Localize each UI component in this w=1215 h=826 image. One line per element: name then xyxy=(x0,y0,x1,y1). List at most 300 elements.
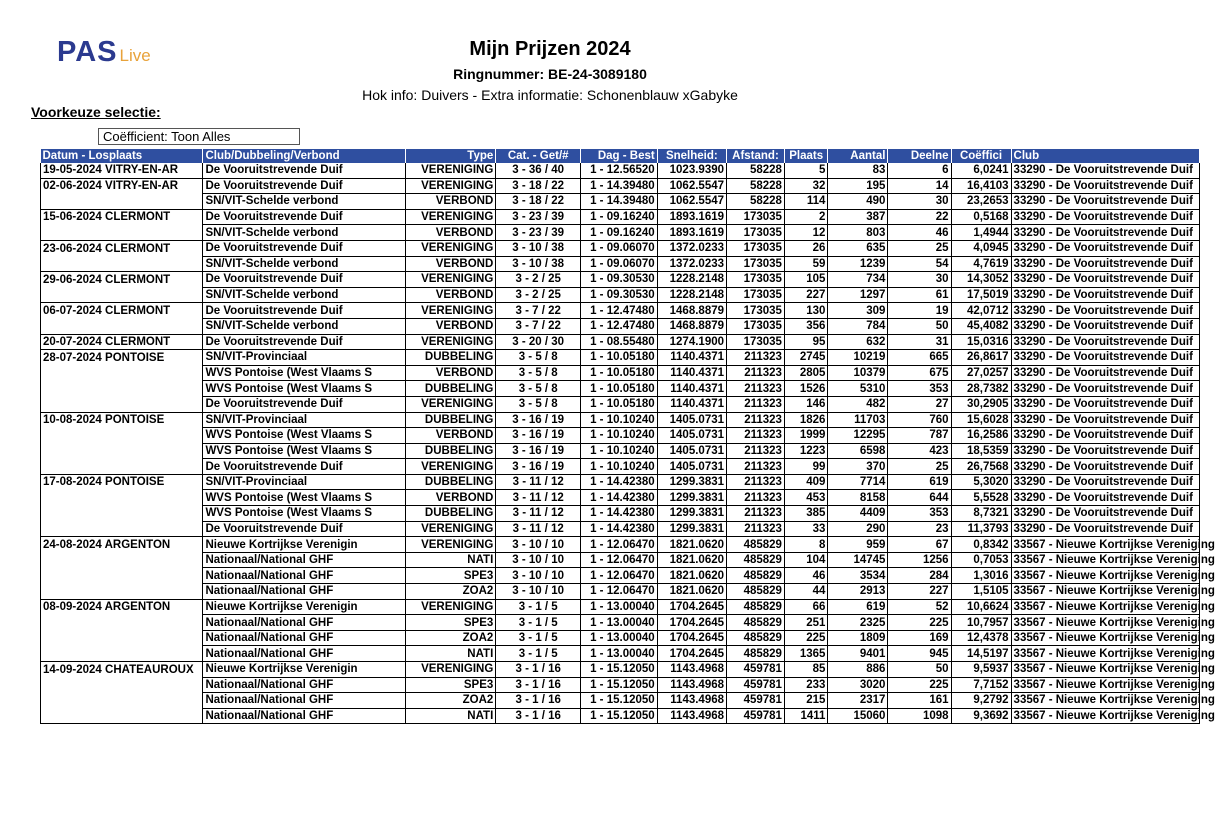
table-row[interactable] xyxy=(41,584,1200,600)
cell-club: De Vooruitstrevende Duif xyxy=(203,178,406,194)
cell-dag: 1 - 08.55480 xyxy=(581,334,658,350)
cell-coefficient: 0,5168 xyxy=(951,209,1011,225)
cell-dag: 1 - 12.47480 xyxy=(581,303,658,319)
cell-plaats: 356 xyxy=(784,318,827,334)
cell-cat: 3 - 1 / 16 xyxy=(496,693,581,709)
cell-type: SPE3 xyxy=(406,568,496,584)
cell-aantal: 11703 xyxy=(828,412,888,428)
table-row[interactable] xyxy=(41,708,1200,724)
cell-datum xyxy=(41,287,203,303)
col-header-club[interactable]: Club/Dubbeling/Verbond xyxy=(203,149,406,163)
table-row[interactable] xyxy=(41,163,1200,178)
cell-dag: 1 - 14.39480 xyxy=(581,178,658,194)
cell-plaats: 1826 xyxy=(784,412,827,428)
cell-snelheid: 1299.3831 xyxy=(657,506,726,522)
page-title: Mijn Prijzen 2024 xyxy=(469,38,631,60)
cell-type: VERENIGING xyxy=(406,521,496,537)
cell-coefficient: 16,2586 xyxy=(951,428,1011,444)
cell-dag: 1 - 10.10240 xyxy=(581,412,658,428)
cell-snelheid: 1023.9390 xyxy=(657,163,726,178)
table-row[interactable] xyxy=(41,318,1200,334)
table-row[interactable] xyxy=(41,240,1200,256)
cell-aantal: 8158 xyxy=(828,490,888,506)
table-row[interactable] xyxy=(41,474,1200,490)
cell-cat: 3 - 10 / 10 xyxy=(496,584,581,600)
cell-afstand: 211323 xyxy=(727,506,785,522)
cell-snelheid: 1821.0620 xyxy=(657,537,726,553)
cell-club: Nationaal/National GHF xyxy=(203,568,406,584)
cell-aantal: 15060 xyxy=(828,708,888,724)
cell-afstand: 211323 xyxy=(727,381,785,397)
cell-aantal: 2317 xyxy=(828,693,888,709)
cell-afstand: 211323 xyxy=(727,350,785,366)
cell-dag: 1 - 10.05180 xyxy=(581,350,658,366)
table-row[interactable] xyxy=(41,334,1200,350)
cell-clubname: 33290 - De Vooruitstrevende Duif xyxy=(1011,318,1199,334)
cell-dag: 1 - 09.30530 xyxy=(581,272,658,288)
table-row[interactable] xyxy=(41,225,1200,241)
cell-plaats: 385 xyxy=(784,506,827,522)
cell-aantal: 9401 xyxy=(828,646,888,662)
cell-type: NATI xyxy=(406,708,496,724)
cell-plaats: 215 xyxy=(784,693,827,709)
col-header-cat[interactable]: Cat. - Get/# xyxy=(496,149,581,163)
cell-snelheid: 1299.3831 xyxy=(657,474,726,490)
cell-afstand: 211323 xyxy=(727,521,785,537)
cell-aantal: 635 xyxy=(828,240,888,256)
cell-coefficient: 27,0257 xyxy=(951,365,1011,381)
cell-plaats: 2745 xyxy=(784,350,827,366)
table-row[interactable] xyxy=(41,381,1200,397)
col-header-deelne[interactable]: Deelne xyxy=(888,149,951,163)
cell-snelheid: 1821.0620 xyxy=(657,584,726,600)
cell-type: DUBBELING xyxy=(406,381,496,397)
cell-cat: 3 - 10 / 10 xyxy=(496,552,581,568)
cell-snelheid: 1140.4371 xyxy=(657,381,726,397)
cell-afstand: 173035 xyxy=(727,334,785,350)
cell-clubname: 33290 - De Vooruitstrevende Duif xyxy=(1011,240,1199,256)
col-header-aantal[interactable]: Aantal xyxy=(828,149,888,163)
col-header-plaats[interactable]: Plaats xyxy=(784,149,827,163)
cell-afstand: 459781 xyxy=(727,708,785,724)
cell-aantal: 370 xyxy=(828,459,888,475)
table-row[interactable] xyxy=(41,693,1200,709)
table-row[interactable] xyxy=(41,646,1200,662)
cell-aantal: 959 xyxy=(828,537,888,553)
cell-aantal: 886 xyxy=(828,662,888,678)
cell-dag: 1 - 12.56520 xyxy=(581,163,658,178)
cell-plaats: 2805 xyxy=(784,365,827,381)
table-row[interactable] xyxy=(41,537,1200,553)
cell-datum xyxy=(41,381,203,397)
cell-datum: 15-06-2024 CLERMONT xyxy=(41,209,203,225)
cell-clubname: 33290 - De Vooruitstrevende Duif xyxy=(1011,521,1199,537)
cell-type: VERENIGING xyxy=(406,163,496,178)
table-row[interactable] xyxy=(41,662,1200,678)
table-row[interactable] xyxy=(41,443,1200,459)
cell-deelne: 353 xyxy=(888,506,951,522)
cell-dag: 1 - 15.12050 xyxy=(581,662,658,678)
table-row[interactable] xyxy=(41,396,1200,412)
cell-cat: 3 - 7 / 22 xyxy=(496,303,581,319)
table-row[interactable] xyxy=(41,677,1200,693)
cell-plaats: 105 xyxy=(784,272,827,288)
cell-plaats: 1999 xyxy=(784,428,827,444)
cell-cat: 3 - 1 / 5 xyxy=(496,646,581,662)
cell-cat: 3 - 5 / 8 xyxy=(496,381,581,397)
cell-club: Nieuwe Kortrijkse Verenigin xyxy=(203,537,406,553)
cell-clubname: 33290 - De Vooruitstrevende Duif xyxy=(1011,225,1199,241)
cell-dag: 1 - 12.06470 xyxy=(581,552,658,568)
table-row[interactable] xyxy=(41,568,1200,584)
table-row[interactable] xyxy=(41,630,1200,646)
cell-type: VERENIGING xyxy=(406,459,496,475)
cell-plaats: 225 xyxy=(784,630,827,646)
cell-cat: 3 - 16 / 19 xyxy=(496,428,581,444)
prize-table-container xyxy=(40,149,1215,724)
cell-datum xyxy=(41,708,203,724)
cell-snelheid: 1143.4968 xyxy=(657,693,726,709)
cell-clubname: 33290 - De Vooruitstrevende Duif xyxy=(1011,334,1199,350)
cell-aantal: 6598 xyxy=(828,443,888,459)
cell-deelne: 225 xyxy=(888,677,951,693)
cell-datum: 02-06-2024 VITRY-EN-AR xyxy=(41,178,203,194)
cell-coefficient: 14,3052 xyxy=(951,272,1011,288)
cell-club: Nieuwe Kortrijkse Verenigin xyxy=(203,599,406,615)
cell-clubname: 33567 - Nieuwe Kortrijkse Vereniging xyxy=(1011,615,1199,631)
cell-afstand: 58228 xyxy=(727,178,785,194)
col-header-clubname[interactable]: Club xyxy=(1011,149,1199,163)
cell-dag: 1 - 13.00040 xyxy=(581,599,658,615)
cell-club: De Vooruitstrevende Duif xyxy=(203,334,406,350)
cell-clubname: 33290 - De Vooruitstrevende Duif xyxy=(1011,365,1199,381)
cell-datum xyxy=(41,225,203,241)
cell-type: DUBBELING xyxy=(406,443,496,459)
cell-clubname: 33567 - Nieuwe Kortrijkse Vereniging xyxy=(1011,584,1199,600)
cell-cat: 3 - 7 / 22 xyxy=(496,318,581,334)
cell-club: De Vooruitstrevende Duif xyxy=(203,459,406,475)
cell-deelne: 284 xyxy=(888,568,951,584)
cell-cat: 3 - 18 / 22 xyxy=(496,194,581,210)
cell-cat: 3 - 16 / 19 xyxy=(496,412,581,428)
cell-clubname: 33290 - De Vooruitstrevende Duif xyxy=(1011,459,1199,475)
cell-deelne: 665 xyxy=(888,350,951,366)
cell-afstand: 211323 xyxy=(727,428,785,444)
cell-snelheid: 1468.8879 xyxy=(657,318,726,334)
table-row[interactable] xyxy=(41,194,1200,210)
cell-clubname: 33567 - Nieuwe Kortrijkse Vereniging xyxy=(1011,568,1199,584)
table-row[interactable] xyxy=(41,178,1200,194)
cell-datum xyxy=(41,646,203,662)
cell-clubname: 33290 - De Vooruitstrevende Duif xyxy=(1011,381,1199,397)
cell-aantal: 1809 xyxy=(828,630,888,646)
table-row[interactable] xyxy=(41,272,1200,288)
cell-cat: 3 - 5 / 8 xyxy=(496,396,581,412)
cell-afstand: 173035 xyxy=(727,209,785,225)
cell-plaats: 5 xyxy=(784,163,827,178)
table-row[interactable] xyxy=(41,350,1200,366)
cell-snelheid: 1299.3831 xyxy=(657,521,726,537)
cell-clubname: 33290 - De Vooruitstrevende Duif xyxy=(1011,350,1199,366)
cell-dag: 1 - 15.12050 xyxy=(581,693,658,709)
cell-coefficient: 11,3793 xyxy=(951,521,1011,537)
cell-datum xyxy=(41,396,203,412)
cell-clubname: 33290 - De Vooruitstrevende Duif xyxy=(1011,490,1199,506)
cell-clubname: 33290 - De Vooruitstrevende Duif xyxy=(1011,178,1199,194)
cell-deelne: 50 xyxy=(888,662,951,678)
cell-snelheid: 1228.2148 xyxy=(657,287,726,303)
cell-afstand: 211323 xyxy=(727,474,785,490)
cell-coefficient: 6,0241 xyxy=(951,163,1011,178)
cell-dag: 1 - 14.42380 xyxy=(581,490,658,506)
cell-aantal: 632 xyxy=(828,334,888,350)
cell-afstand: 485829 xyxy=(727,537,785,553)
cell-clubname: 33290 - De Vooruitstrevende Duif xyxy=(1011,412,1199,428)
col-header-coefficient[interactable]: Coëffici xyxy=(951,149,1011,163)
cell-aantal: 2325 xyxy=(828,615,888,631)
cell-cat: 3 - 1 / 16 xyxy=(496,677,581,693)
cell-type: ZOA2 xyxy=(406,693,496,709)
cell-coefficient: 14,5197 xyxy=(951,646,1011,662)
cell-club: WVS Pontoise (West Vlaams S xyxy=(203,490,406,506)
cell-deelne: 161 xyxy=(888,693,951,709)
cell-snelheid: 1140.4371 xyxy=(657,365,726,381)
table-row[interactable] xyxy=(41,209,1200,225)
cell-dag: 1 - 12.06470 xyxy=(581,584,658,600)
cell-dag: 1 - 10.10240 xyxy=(581,443,658,459)
cell-club: WVS Pontoise (West Vlaams S xyxy=(203,443,406,459)
table-row[interactable] xyxy=(41,615,1200,631)
cell-deelne: 54 xyxy=(888,256,951,272)
cell-deelne: 644 xyxy=(888,490,951,506)
cell-coefficient: 9,2792 xyxy=(951,693,1011,709)
col-header-datum[interactable]: Datum - Losplaats xyxy=(41,149,203,163)
cell-dag: 1 - 10.10240 xyxy=(581,459,658,475)
cell-club: Nationaal/National GHF xyxy=(203,693,406,709)
cell-afstand: 211323 xyxy=(727,443,785,459)
cell-afstand: 173035 xyxy=(727,240,785,256)
cell-datum xyxy=(41,677,203,693)
cell-datum: 19-05-2024 VITRY-EN-AR xyxy=(41,163,203,178)
cell-clubname: 33290 - De Vooruitstrevende Duif xyxy=(1011,428,1199,444)
cell-dag: 1 - 09.16240 xyxy=(581,225,658,241)
cell-aantal: 10379 xyxy=(828,365,888,381)
cell-afstand: 173035 xyxy=(727,303,785,319)
cell-snelheid: 1405.0731 xyxy=(657,443,726,459)
cell-snelheid: 1274.1900 xyxy=(657,334,726,350)
cell-datum xyxy=(41,615,203,631)
cell-aantal: 3020 xyxy=(828,677,888,693)
cell-type: ZOA2 xyxy=(406,584,496,600)
cell-aantal: 5310 xyxy=(828,381,888,397)
cell-cat: 3 - 10 / 38 xyxy=(496,256,581,272)
cell-deelne: 30 xyxy=(888,272,951,288)
cell-type: VERBOND xyxy=(406,490,496,506)
cell-coefficient: 4,7619 xyxy=(951,256,1011,272)
cell-clubname: 33567 - Nieuwe Kortrijkse Vereniging xyxy=(1011,646,1199,662)
cell-coefficient: 26,8617 xyxy=(951,350,1011,366)
coefficient-filter-field[interactable]: Coëfficient: Toon Alles xyxy=(98,128,300,145)
table-row[interactable] xyxy=(41,365,1200,381)
cell-plaats: 95 xyxy=(784,334,827,350)
cell-snelheid: 1704.2645 xyxy=(657,599,726,615)
cell-dag: 1 - 12.06470 xyxy=(581,537,658,553)
cell-cat: 3 - 1 / 5 xyxy=(496,615,581,631)
cell-aantal: 490 xyxy=(828,194,888,210)
col-header-afstand[interactable]: Afstand: xyxy=(727,149,785,163)
cell-coefficient: 5,5528 xyxy=(951,490,1011,506)
cell-deelne: 25 xyxy=(888,240,951,256)
cell-dag: 1 - 09.06070 xyxy=(581,240,658,256)
cell-dag: 1 - 09.16240 xyxy=(581,209,658,225)
cell-aantal: 10219 xyxy=(828,350,888,366)
cell-type: VERBOND xyxy=(406,428,496,444)
table-row[interactable] xyxy=(41,428,1200,444)
cell-datum: 06-07-2024 CLERMONT xyxy=(41,303,203,319)
cell-snelheid: 1143.4968 xyxy=(657,708,726,724)
cell-datum xyxy=(41,256,203,272)
cell-deelne: 760 xyxy=(888,412,951,428)
cell-cat: 3 - 36 / 40 xyxy=(496,163,581,178)
cell-plaats: 59 xyxy=(784,256,827,272)
cell-coefficient: 15,6028 xyxy=(951,412,1011,428)
cell-coefficient: 9,5937 xyxy=(951,662,1011,678)
cell-plaats: 1365 xyxy=(784,646,827,662)
cell-aantal: 7714 xyxy=(828,474,888,490)
cell-deelne: 945 xyxy=(888,646,951,662)
table-row[interactable] xyxy=(41,459,1200,475)
cell-plaats: 1526 xyxy=(784,381,827,397)
cell-clubname: 33290 - De Vooruitstrevende Duif xyxy=(1011,209,1199,225)
cell-snelheid: 1372.0233 xyxy=(657,240,726,256)
cell-aantal: 309 xyxy=(828,303,888,319)
cell-snelheid: 1299.3831 xyxy=(657,490,726,506)
table-row[interactable] xyxy=(41,599,1200,615)
cell-club: De Vooruitstrevende Duif xyxy=(203,396,406,412)
cell-club: Nationaal/National GHF xyxy=(203,630,406,646)
table-row[interactable] xyxy=(41,303,1200,319)
cell-afstand: 211323 xyxy=(727,365,785,381)
cell-club: De Vooruitstrevende Duif xyxy=(203,272,406,288)
cell-datum: 08-09-2024 ARGENTON xyxy=(41,599,203,615)
table-row[interactable] xyxy=(41,490,1200,506)
cell-snelheid: 1143.4968 xyxy=(657,677,726,693)
table-row[interactable] xyxy=(41,506,1200,522)
cell-deelne: 19 xyxy=(888,303,951,319)
cell-clubname: 33567 - Nieuwe Kortrijkse Vereniging xyxy=(1011,693,1199,709)
cell-datum xyxy=(41,459,203,475)
cell-coefficient: 0,7053 xyxy=(951,552,1011,568)
cell-type: VERENIGING xyxy=(406,537,496,553)
cell-dag: 1 - 09.30530 xyxy=(581,287,658,303)
cell-type: VERENIGING xyxy=(406,396,496,412)
cell-snelheid: 1893.1619 xyxy=(657,209,726,225)
table-row[interactable] xyxy=(41,552,1200,568)
cell-clubname: 33290 - De Vooruitstrevende Duif xyxy=(1011,272,1199,288)
cell-afstand: 485829 xyxy=(727,552,785,568)
cell-dag: 1 - 15.12050 xyxy=(581,708,658,724)
cell-type: NATI xyxy=(406,646,496,662)
cell-deelne: 67 xyxy=(888,537,951,553)
cell-deelne: 787 xyxy=(888,428,951,444)
cell-plaats: 251 xyxy=(784,615,827,631)
cell-aantal: 2913 xyxy=(828,584,888,600)
col-header-snelheid[interactable]: Snelheid: xyxy=(657,149,726,163)
cell-cat: 3 - 10 / 10 xyxy=(496,568,581,584)
cell-clubname: 33567 - Nieuwe Kortrijkse Vereniging xyxy=(1011,552,1199,568)
cell-dag: 1 - 14.39480 xyxy=(581,194,658,210)
cell-snelheid: 1140.4371 xyxy=(657,350,726,366)
cell-coefficient: 42,0712 xyxy=(951,303,1011,319)
table-row[interactable] xyxy=(41,412,1200,428)
cell-aantal: 803 xyxy=(828,225,888,241)
cell-dag: 1 - 09.06070 xyxy=(581,256,658,272)
table-row[interactable] xyxy=(41,287,1200,303)
cell-deelne: 6 xyxy=(888,163,951,178)
cell-club: De Vooruitstrevende Duif xyxy=(203,303,406,319)
cell-datum: 17-08-2024 PONTOISE xyxy=(41,474,203,490)
cell-cat: 3 - 5 / 8 xyxy=(496,350,581,366)
cell-plaats: 32 xyxy=(784,178,827,194)
cell-cat: 3 - 20 / 30 xyxy=(496,334,581,350)
col-header-type[interactable]: Type xyxy=(406,149,496,163)
cell-plaats: 12 xyxy=(784,225,827,241)
cell-type: VERBOND xyxy=(406,225,496,241)
cell-club: SN/VIT-Schelde verbond xyxy=(203,256,406,272)
cell-afstand: 485829 xyxy=(727,630,785,646)
cell-plaats: 85 xyxy=(784,662,827,678)
cell-cat: 3 - 2 / 25 xyxy=(496,272,581,288)
cell-deelne: 423 xyxy=(888,443,951,459)
cell-type: VERENIGING xyxy=(406,272,496,288)
cell-type: VERBOND xyxy=(406,318,496,334)
cell-aantal: 387 xyxy=(828,209,888,225)
cell-deelne: 46 xyxy=(888,225,951,241)
cell-coefficient: 9,3692 xyxy=(951,708,1011,724)
cell-coefficient: 12,4378 xyxy=(951,630,1011,646)
cell-coefficient: 0,8342 xyxy=(951,537,1011,553)
cell-datum: 28-07-2024 PONTOISE xyxy=(41,350,203,366)
table-body xyxy=(41,163,1215,724)
cell-datum xyxy=(41,194,203,210)
cell-plaats: 104 xyxy=(784,552,827,568)
cell-cat: 3 - 1 / 5 xyxy=(496,630,581,646)
cell-coefficient: 26,7568 xyxy=(951,459,1011,475)
cell-clubname: 33290 - De Vooruitstrevende Duif xyxy=(1011,506,1199,522)
col-header-dag[interactable]: Dag - Best xyxy=(581,149,658,163)
cell-cat: 3 - 18 / 22 xyxy=(496,178,581,194)
cell-cat: 3 - 16 / 19 xyxy=(496,443,581,459)
cell-aantal: 83 xyxy=(828,163,888,178)
cell-afstand: 485829 xyxy=(727,584,785,600)
cell-coefficient: 28,7382 xyxy=(951,381,1011,397)
cell-snelheid: 1893.1619 xyxy=(657,225,726,241)
cell-datum: 20-07-2024 CLERMONT xyxy=(41,334,203,350)
cell-dag: 1 - 10.10240 xyxy=(581,428,658,444)
cell-dag: 1 - 14.42380 xyxy=(581,521,658,537)
cell-type: DUBBELING xyxy=(406,506,496,522)
table-row[interactable] xyxy=(41,521,1200,537)
cell-dag: 1 - 12.06470 xyxy=(581,568,658,584)
cell-afstand: 459781 xyxy=(727,677,785,693)
cell-deelne: 23 xyxy=(888,521,951,537)
cell-coefficient: 16,4103 xyxy=(951,178,1011,194)
table-row[interactable] xyxy=(41,256,1200,272)
cell-coefficient: 1,5105 xyxy=(951,584,1011,600)
cell-club: Nationaal/National GHF xyxy=(203,615,406,631)
cell-aantal: 1297 xyxy=(828,287,888,303)
cell-afstand: 173035 xyxy=(727,272,785,288)
